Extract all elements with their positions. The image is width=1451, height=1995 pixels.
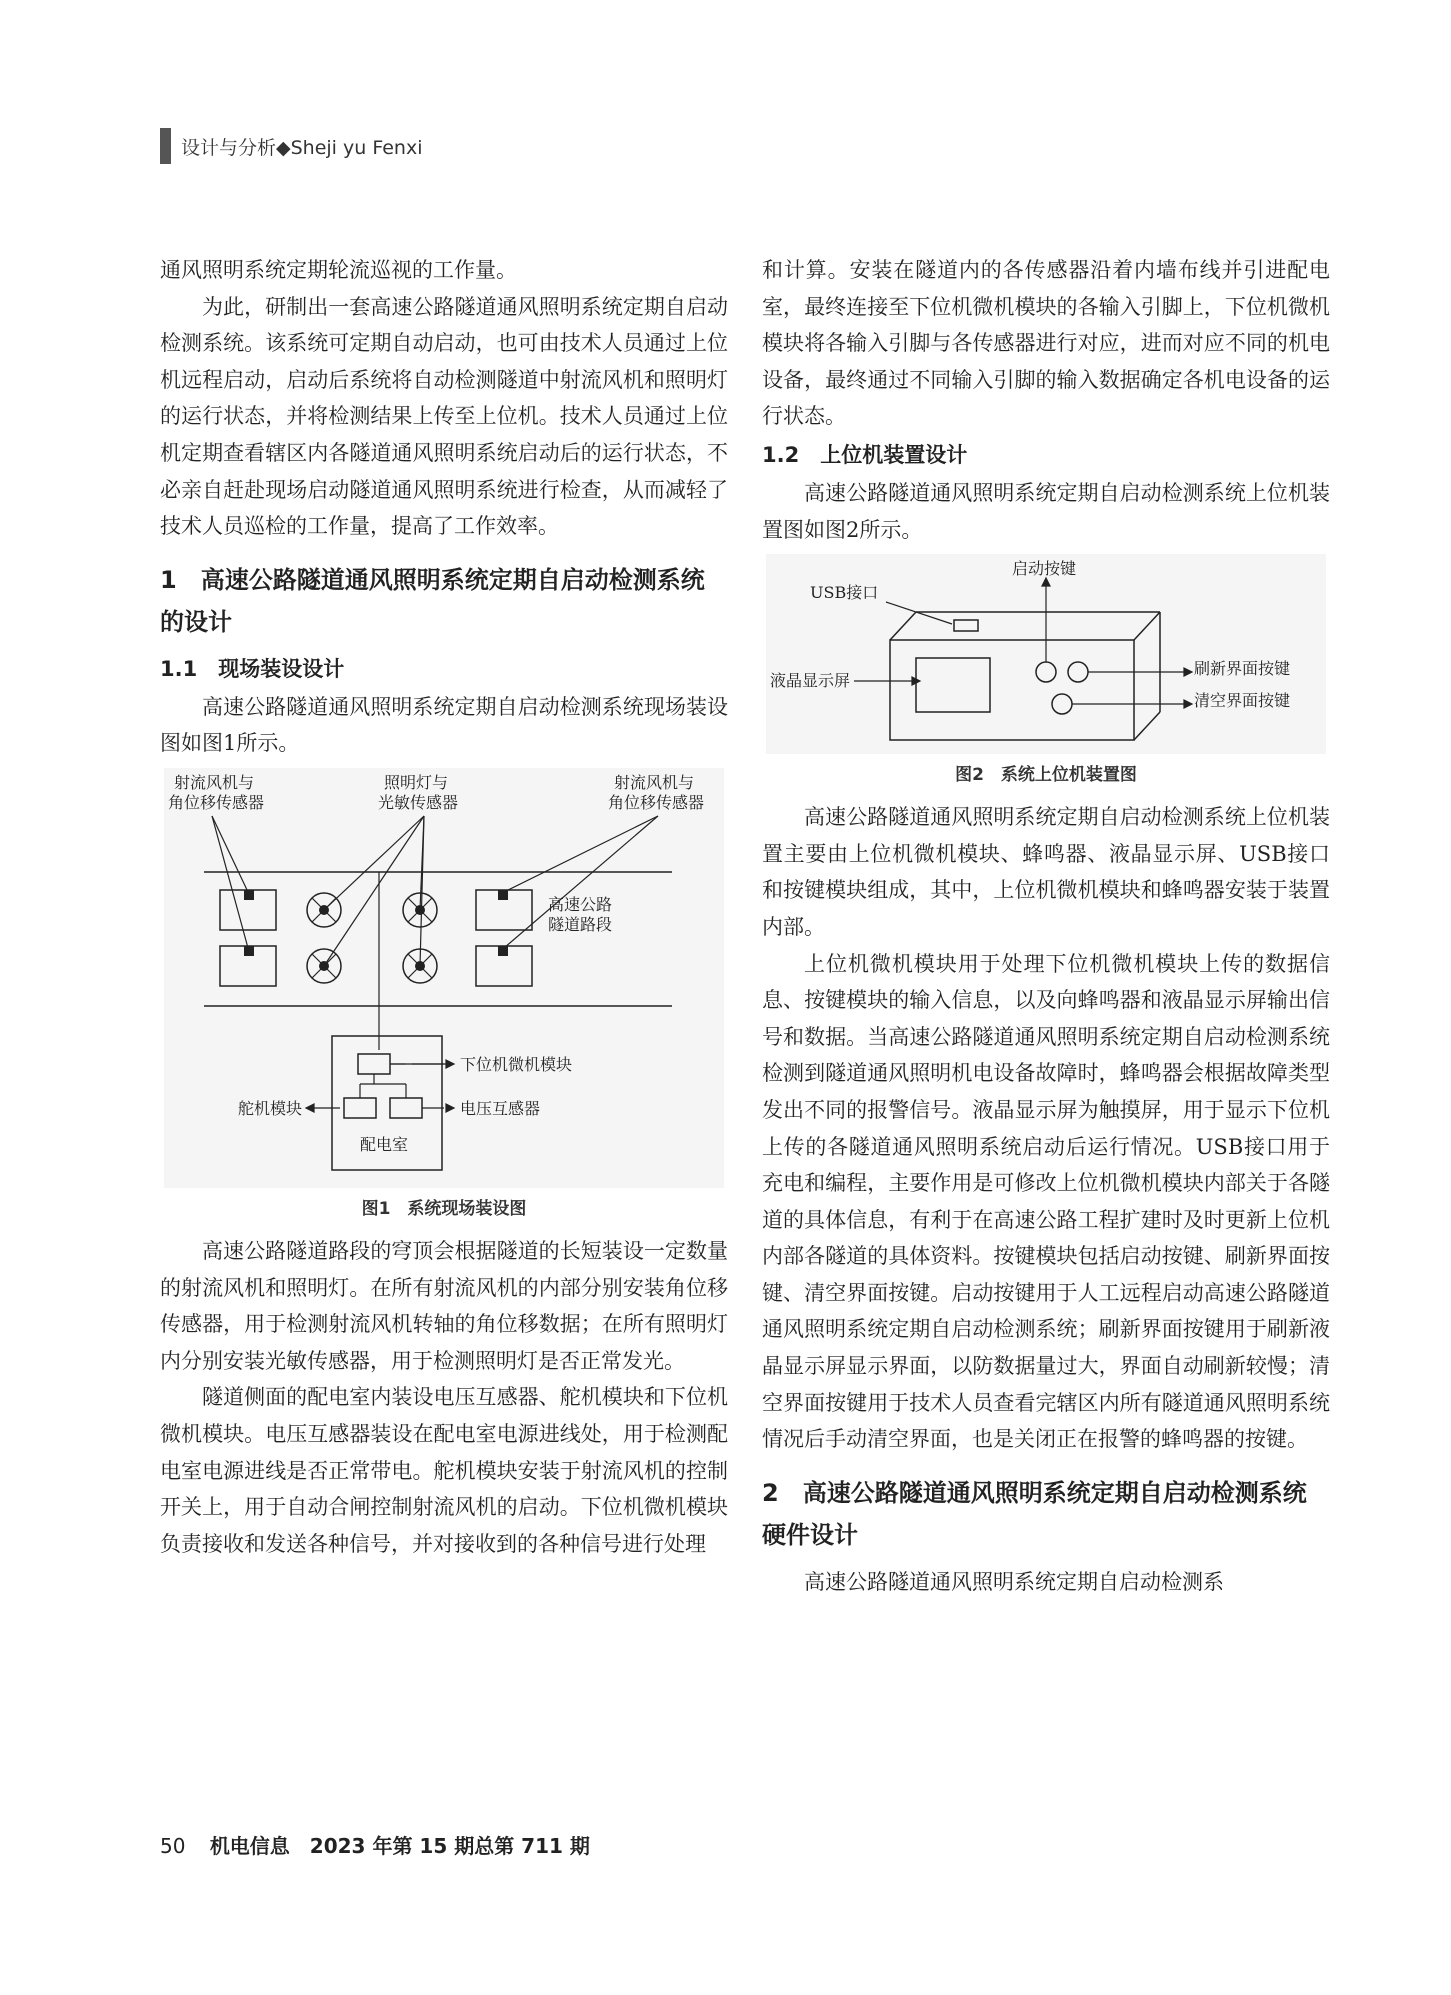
usb-port	[954, 620, 978, 631]
section-1-2-heading: 1.2 上位机装置设计	[762, 442, 968, 467]
section-1-heading: 1 高速公路隧道通风照明系统定期自启动检测系统的设计	[160, 565, 705, 636]
fig2-label-start: 启动按键	[1012, 559, 1077, 579]
left-paragraph-5: 隧道侧面的配电室内装设电压互感器、舵机模块和下位机微机模块。电压互感器装设在配电室电源进线处，用于检测配电室电源进线是否正常带电。舵机模块安装于射流风机的控制开关上，用于自动合闸控制射流风机的启动。下位机微机模块负责接收和发送各种信号，并对接收到的各种信号进行处理	[160, 1385, 728, 1556]
fan-sensor-top-right	[498, 890, 508, 900]
figure-2-caption: 图2 系统上位机装置图	[955, 765, 1137, 786]
fig1-label-servo: 舵机模块	[238, 1098, 303, 1118]
right-paragraph-5: 高速公路隧道通风照明系统定期自启动检测系	[804, 1569, 1224, 1594]
fig2-pointer-arrows	[854, 578, 1192, 708]
right-paragraph-1: 和计算。安装在隧道内的各传感器沿着内墙布线并引进配电室，最终连接至下位机微机模块的各输入引脚上，下位机微机模块将各输入引脚与各传感器进行对应，进而对应不同的机电设备，最终通过不同输入引脚的输入数据确定各机电设备的运行状态。	[762, 258, 1330, 429]
left-column	[160, 252, 728, 1562]
fig2-label-usb: USB接口	[810, 583, 879, 603]
left-paragraph-4: 高速公路隧道路段的穹顶会根据隧道的长短装设一定数量的射流风机和照明灯。在所有射流风机的内部分别安装角位移传感器，用于检测射流风机转轴的角位移数据；在所有照明灯内分别安装光敏传感器，用于检测照明灯是否正常发光。	[160, 1238, 728, 1373]
right-column	[762, 252, 1330, 1600]
fig1-label-road-1: 高速公路	[548, 894, 613, 914]
figure-2	[766, 554, 1326, 754]
fig1-label-fan-right-1: 射流风机与	[614, 772, 695, 792]
figure-1	[164, 768, 724, 1188]
header-bar	[160, 128, 171, 164]
fig1-label-road-2: 隧道路段	[548, 914, 613, 934]
journal-info: 机电信息 2023 年第 15 期总第 711 期	[209, 1834, 590, 1858]
fan-sensor-bottom-right	[498, 946, 508, 956]
fig2-label-lcd: 液晶显示屏	[770, 671, 851, 691]
left-paragraph-3: 高速公路隧道通风照明系统定期自启动检测系统现场装设图如图1所示。	[160, 694, 728, 756]
device-box	[890, 612, 1160, 740]
section-1-1-heading: 1.1 现场装设设计	[160, 656, 345, 681]
servo-module-box	[344, 1098, 376, 1118]
vt-module-box	[390, 1098, 422, 1118]
refresh-button-shape	[1068, 662, 1088, 682]
fan-sensor-top-left	[244, 890, 254, 900]
fan-sensor-bottom-left	[244, 946, 254, 956]
room-wiring	[314, 1064, 444, 1108]
fig1-label-fan-left-1: 射流风机与	[174, 772, 255, 792]
figure-2-diagram	[766, 554, 1326, 754]
fig1-label-light-2: 光敏传感器	[378, 792, 459, 812]
fig2-label-refresh: 刷新界面按键	[1194, 659, 1291, 679]
right-paragraph-4: 上位机微机模块用于处理下位机微机模块上传的数据信息、按键模块的输入信息，以及向蜂鸣器和液晶显示屏输出信号和数据。当高速公路隧道通风照明系统定期自启动检测系统检测到隧道通风照明机电设备故障时，蜂鸣器会根据故障类型发出不同的报警信号。液晶显示屏为触摸屏，用于显示下位机上传的各隧道通风照明系统启动后运行情况。USB接口用于充电和编程，主要作用是可修改上位机微机模块内部关于各隧道的具体信息，有利于在高速公路工程扩建时及时更新上位机内部各隧道的具体资料。按键模块包括启动按键、刷新界面按键、清空界面按键。启动按键用于人工远程启动高速公路隧道通风照明系统定期自启动检测系统；刷新界面按键用于刷新液晶显示屏显示界面，以防数据量过大，界面自动刷新较慢；清空界面按键用于技术人员查看完辖区内所有隧道通风照明系统情况后手动清空界面，也是关闭正在报警的蜂鸣器的按键。	[762, 951, 1330, 1452]
running-header	[160, 128, 422, 164]
fig1-label-vt: 电压互感器	[460, 1098, 541, 1118]
page-number: 50	[160, 1834, 186, 1858]
header-text: 设计与分析◆Sheji yu Fenxi	[181, 136, 423, 159]
figure-1-diagram	[164, 768, 724, 1188]
left-paragraph-2: 为此，研制出一套高速公路隧道通风照明系统定期自启动检测系统。该系统可定期自动启动，也可由技术人员通过上位机远程启动，启动后系统将自动检测隧道中射流风机和照明灯的运行状态，并将检测结果上传至上位机。技术人员通过上位机定期查看辖区内各隧道通风照明系统启动后的运行状态，不必亲自赶赴现场启动隧道通风照明系统进行检查，从而减轻了技术人员巡检的工作量，提高了工作效率。	[160, 294, 728, 539]
page-footer	[160, 1830, 590, 1859]
right-paragraph-3: 高速公路隧道通风照明系统定期自启动检测系统上位机装置主要由上位机微机模块、蜂鸣器、液晶显示屏、USB接口和按键模块组成，其中，上位机微机模块和蜂鸣器安装于装置内部。	[762, 805, 1330, 939]
lcd-screen	[916, 658, 990, 712]
section-2-heading: 2 高速公路隧道通风照明系统定期自启动检测系统硬件设计	[762, 1478, 1307, 1549]
fig1-label-fan-right-2: 角位移传感器	[608, 792, 705, 812]
figure-1-caption: 图1 系统现场装设图	[361, 1198, 527, 1219]
left-paragraph-1: 通风照明系统定期轮流巡视的工作量。	[160, 258, 517, 282]
clear-button-shape	[1052, 694, 1072, 714]
fig1-label-fan-left-2: 角位移传感器	[168, 792, 265, 812]
fig1-label-room: 配电室	[360, 1134, 409, 1154]
fig2-label-clear: 清空界面按键	[1194, 691, 1291, 711]
start-button-shape	[1036, 662, 1056, 682]
room-arrows	[306, 1060, 454, 1112]
right-paragraph-2: 高速公路隧道通风照明系统定期自启动检测系统上位机装置图如图2所示。	[762, 480, 1330, 542]
fig1-label-mcu: 下位机微机模块	[460, 1054, 573, 1074]
fig1-label-light-1: 照明灯与	[384, 772, 449, 792]
mcu-module-box	[358, 1054, 390, 1074]
